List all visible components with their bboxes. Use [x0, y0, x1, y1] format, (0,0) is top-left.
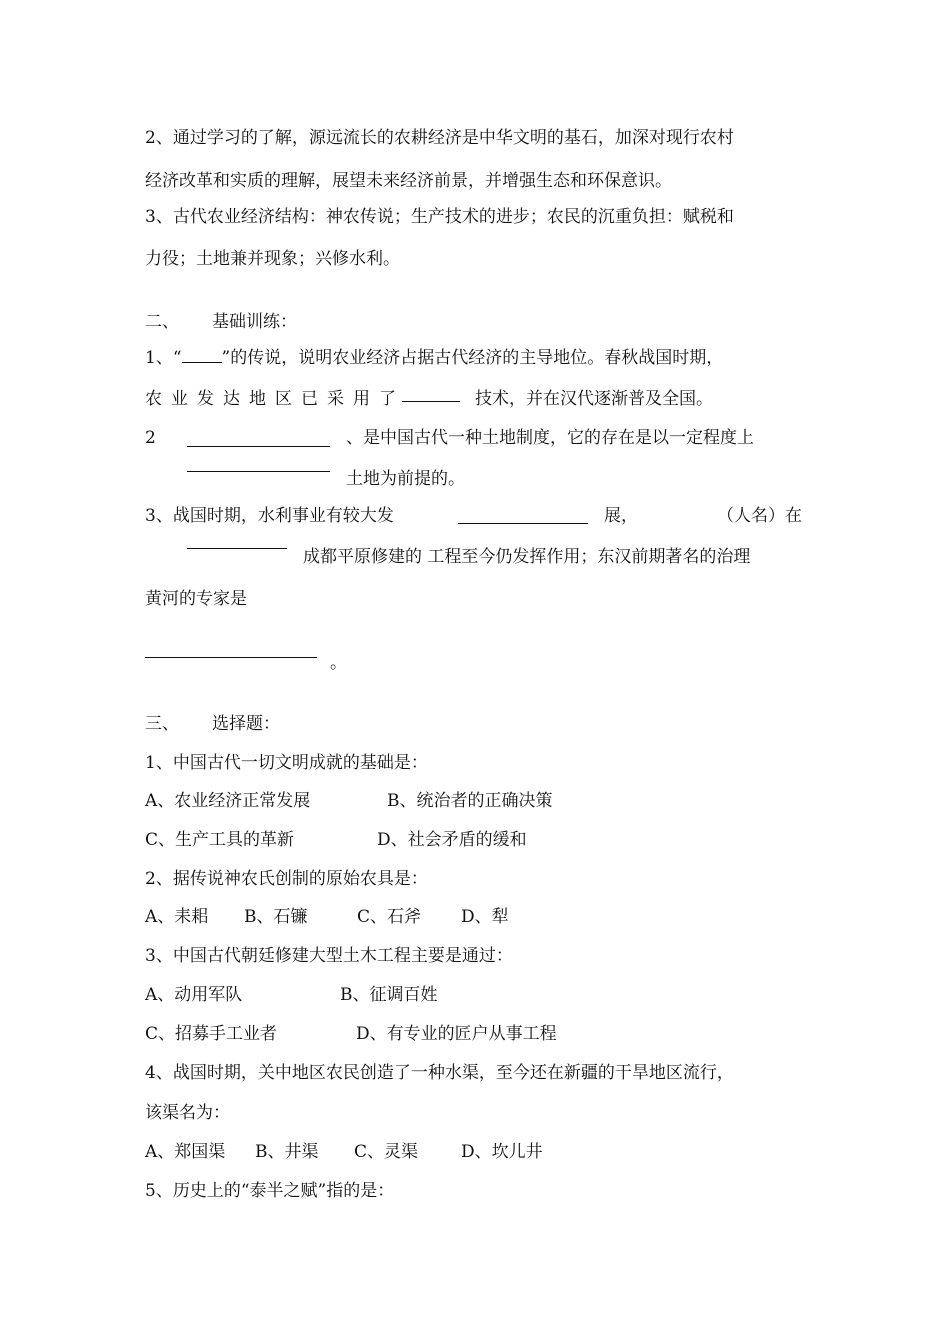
q1-line2-spread: 农业发达地区已采用了 [145, 389, 405, 409]
answer-blank[interactable] [402, 401, 460, 402]
q2-line2-tail: 土地为前提的。 [346, 469, 465, 489]
objective-item-2-line1: 2、通过学习的了解，源远流长的农耕经济是中华文明的基石，加深对现行农村 [145, 128, 734, 148]
objective-item-3-line2: 力役；土地兼并现象；兴修水利。 [145, 249, 400, 269]
answer-blank[interactable] [187, 471, 330, 472]
objective-item-3-line1: 3、古代农业经济结构：神农传说；生产技术的进步；农民的沉重负担：赋税和 [145, 207, 734, 227]
section2-title: 基础训练： [212, 312, 297, 332]
option-b[interactable]: B、石镰 [244, 907, 308, 927]
option-c[interactable]: C、招募手工业者 [145, 1024, 278, 1044]
option-b[interactable]: B、统治者的正确决策 [387, 791, 553, 811]
option-a[interactable]: A、耒耜 [145, 907, 209, 927]
q2-number: 2 [145, 428, 156, 448]
option-d[interactable]: D、坎儿井 [461, 1142, 543, 1162]
option-c[interactable]: C、灵渠 [354, 1142, 419, 1162]
q3-end: 。 [330, 653, 347, 673]
fill-question-1-line1 [145, 347, 723, 369]
option-d[interactable]: D、有专业的匠户从事工程 [356, 1024, 557, 1044]
answer-blank[interactable] [187, 446, 330, 447]
q3-line3: 黄河的专家是 [145, 589, 247, 609]
option-a[interactable]: A、农业经济正常发展 [145, 791, 311, 811]
choice-question-3: 3、中国古代朝廷修建大型土木工程主要是通过： [145, 946, 513, 966]
option-b[interactable]: B、征调百姓 [340, 985, 438, 1005]
q1-text: ”的传说，说明农业经济占据古代经济的主导地位。春秋战国时期， [221, 348, 724, 368]
choice-question-5: 5、历史上的“泰半之赋”指的是： [145, 1181, 395, 1201]
option-b[interactable]: B、井渠 [255, 1142, 319, 1162]
option-d[interactable]: D、犁 [461, 907, 509, 927]
q3-line1-head: 3、战国时期，水利事业有较大发 [145, 506, 394, 526]
answer-blank[interactable] [187, 548, 287, 549]
q1-prefix: 1、“ [145, 348, 182, 368]
section3-title: 选择题： [212, 714, 280, 734]
choice-question-2: 2、据传说神农氏创制的原始农具是： [145, 869, 428, 889]
q3-line1-tail: （人名）在 [717, 506, 802, 526]
q3-line1-mid: 展， [604, 506, 638, 526]
answer-blank[interactable] [145, 657, 317, 658]
section2-number: 二、 [145, 312, 179, 332]
choice-question-4-line2: 该渠名为： [145, 1103, 230, 1123]
objective-item-2-line2: 经济改革和实质的理解，展望未来经济前景，并增强生态和环保意识。 [145, 171, 672, 191]
fill-question-1-line2 [145, 388, 405, 410]
option-a[interactable]: A、动用军队 [145, 985, 243, 1005]
option-a[interactable]: A、郑国渠 [145, 1142, 226, 1162]
option-c[interactable]: C、石斧 [357, 907, 422, 927]
answer-blank[interactable] [458, 523, 588, 524]
option-c[interactable]: C、生产工具的革新 [145, 830, 295, 850]
choice-question-1: 1、中国古代一切文明成就的基础是： [145, 753, 428, 773]
choice-question-4-line1: 4、战国时期，关中地区农民创造了一种水渠，至今还在新疆的干旱地区流行， [145, 1063, 734, 1083]
answer-blank[interactable] [182, 348, 222, 363]
option-d[interactable]: D、社会矛盾的缓和 [377, 830, 527, 850]
section3-number: 三、 [145, 714, 179, 734]
q2-line1-tail: 、是中国古代一种土地制度，它的存在是以一定程度上 [346, 428, 754, 448]
q3-line2-tail: 成都平原修建的 工程至今仍发挥作用；东汉前期著名的治理 [303, 547, 751, 567]
q1-line2-tail: 技术，并在汉代逐渐普及全国。 [475, 389, 713, 409]
